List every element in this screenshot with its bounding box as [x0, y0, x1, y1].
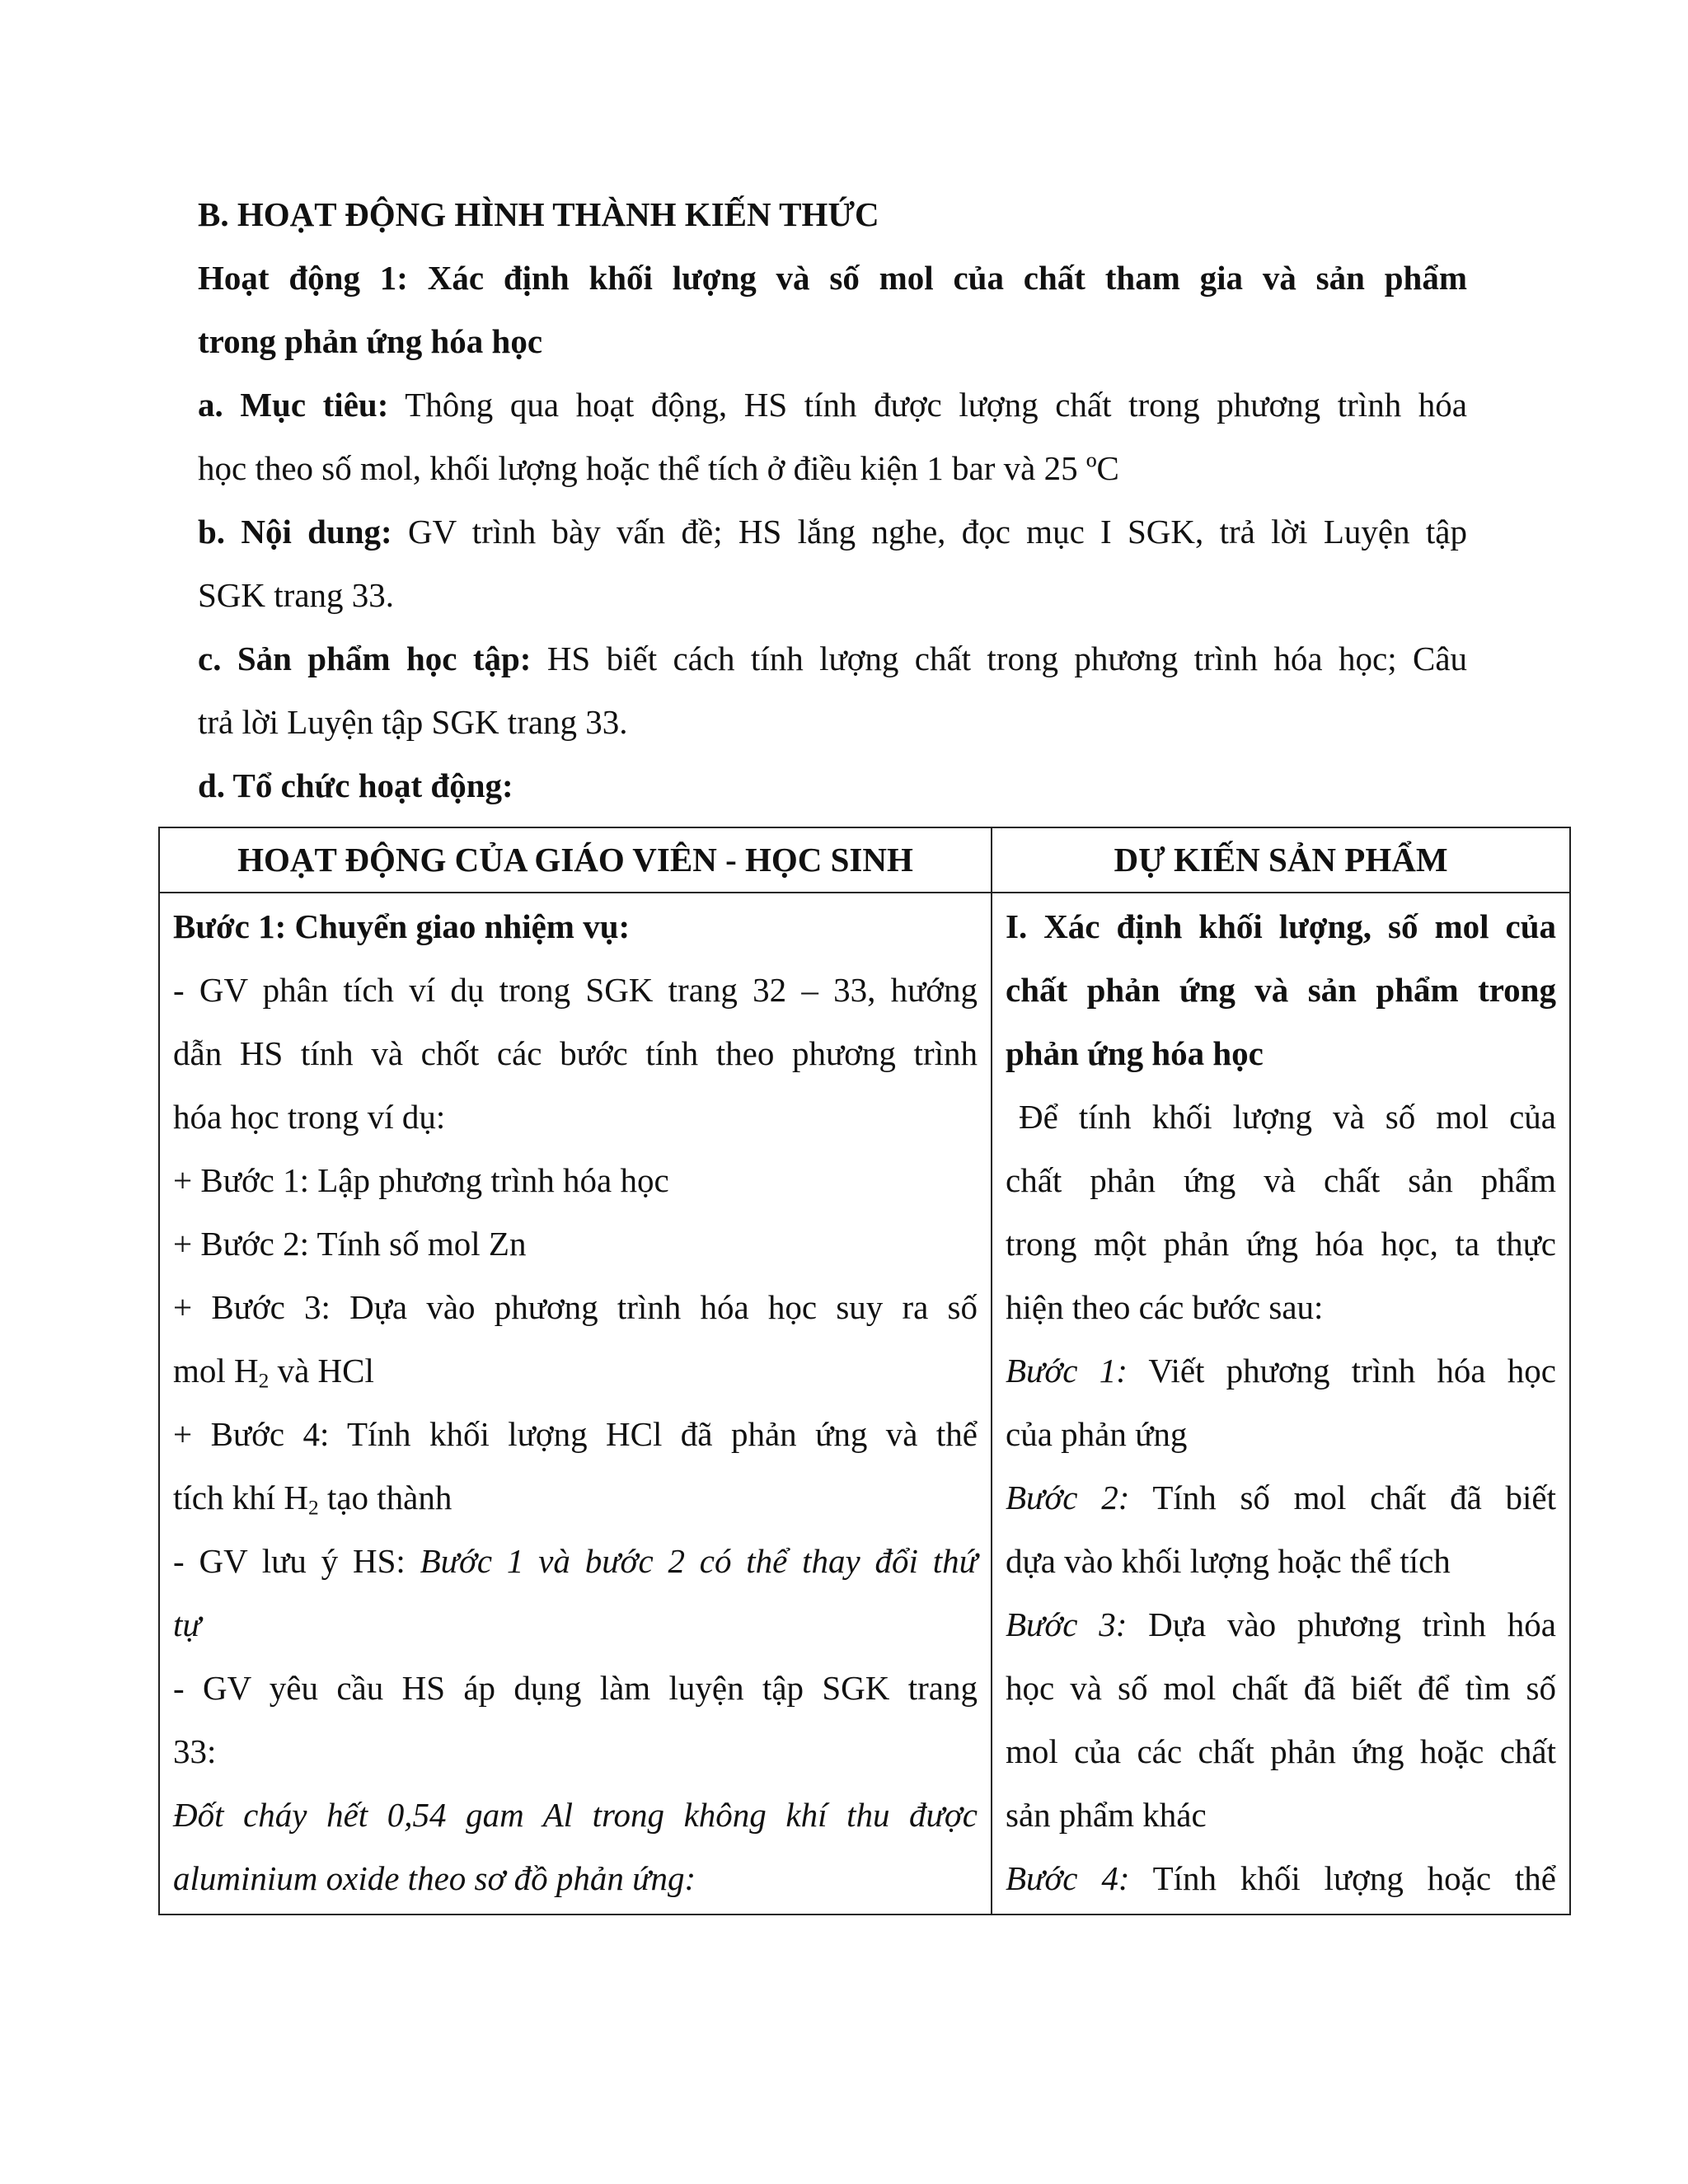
right-line: học và số mol chất đã biết để tìm số: [1006, 1669, 1556, 1707]
product-paragraph: c. Sản phẩm học tập: HS biết cách tính lượng chất trong phương trình hóa học; Câu: [198, 640, 1468, 677]
section-i-heading-cont: chất phản ứng và sản phẩm trong: [1006, 971, 1556, 1009]
teacher-student-cell: [159, 893, 992, 1915]
header-expected-product: DỰ KIẾN SẢN PHẨM: [992, 827, 1570, 893]
left-line: tự: [173, 1605, 201, 1643]
right-line: chất phản ứng và chất sản phẩm: [1006, 1161, 1556, 1199]
right-line: mol của các chất phản ứng hoặc chất: [1006, 1732, 1556, 1770]
left-line: + Bước 1: Lập phương trình hóa học: [173, 1161, 669, 1199]
left-line: 33:: [173, 1732, 217, 1770]
objective-paragraph-cont: học theo số mol, khối lượng hoặc thể tích ở điều kiện 1 bar và 25 ºC: [198, 449, 1119, 487]
left-line: + Bước 2: Tính số mol Zn: [173, 1225, 527, 1263]
left-line: dẫn HS tính và chốt các bước tính theo phương trình: [173, 1034, 978, 1072]
left-line: mol $H_2$ và HCl: [173, 1352, 374, 1393]
organization-heading: d. Tổ chức hoạt động:: [198, 766, 513, 804]
left-line: - GV lưu ý HS: Bước 1 và bước 2 có thể thay đổi thứ: [173, 1542, 978, 1580]
table-row: [159, 893, 1570, 1915]
left-line: Đốt cháy hết 0,54 gam Al trong không khí thu được: [173, 1796, 978, 1834]
content-paragraph: b. Nội dung: GV trình bày vấn đề; HS lắng nghe, đọc mục I SGK, trả lời Luyện tập: [198, 513, 1467, 551]
content-label: b. Nội dung:: [198, 513, 392, 551]
objective-paragraph: a. Mục tiêu: Thông qua hoạt động, HS tính được lượng chất trong phương trình hóa: [198, 386, 1467, 424]
step1-title: Bước 1: Chuyển giao nhiệm vụ:: [173, 907, 631, 945]
step-1-line: Bước 1: Viết phương trình hóa học: [1006, 1352, 1557, 1390]
left-line: aluminium oxide theo sơ đồ phản ứng:: [173, 1859, 696, 1897]
left-line: - GV yêu cầu HS áp dụng làm luyện tập SGK trang: [173, 1669, 978, 1707]
product-paragraph-cont: trả lời Luyện tập SGK trang 33.: [198, 703, 628, 741]
left-line: hóa học trong ví dụ:: [173, 1098, 446, 1136]
left-line: + Bước 3: Dựa vào phương trình hóa học suy ra số: [173, 1288, 978, 1326]
right-line: hiện theo các bước sau:: [1006, 1288, 1324, 1326]
left-line: - GV phân tích ví dụ trong SGK trang 32 – 33, hướng: [173, 971, 978, 1009]
header-teacher-student: HOẠT ĐỘNG CỦA GIÁO VIÊN - HỌC SINH: [159, 827, 992, 893]
left-line: tích khí $H_2$ tạo thành: [173, 1479, 452, 1520]
objective-label: a. Mục tiêu:: [198, 386, 389, 424]
section-i-heading: I. Xác định khối lượng, số mol của: [1006, 907, 1556, 945]
right-line: dựa vào khối lượng hoặc thể tích: [1006, 1542, 1451, 1580]
step-4-line: Bước 4: Tính khối lượng hoặc thể: [1006, 1859, 1557, 1897]
expected-product-cell: [992, 893, 1570, 1915]
step-3-line: Bước 3: Dựa vào phương trình hóa: [1006, 1605, 1556, 1643]
document-body: [198, 183, 1467, 818]
step-2-line: Bước 2: Tính số mol chất đã biết: [1006, 1479, 1557, 1516]
activity-title-cont: trong phản ứng hóa học: [198, 322, 543, 360]
right-line: của phản ứng: [1006, 1415, 1188, 1453]
left-line: + Bước 4: Tính khối lượng HCl đã phản ứng và thể: [173, 1415, 978, 1453]
product-label: c. Sản phẩm học tập:: [198, 640, 532, 677]
activity-table: [158, 827, 1571, 1915]
right-line: Để tính khối lượng và số mol của: [1019, 1098, 1556, 1136]
content-paragraph-cont: SGK trang 33.: [198, 576, 395, 614]
section-heading: B. HOẠT ĐỘNG HÌNH THÀNH KIẾN THỨC: [198, 195, 879, 233]
right-line: sản phẩm khác: [1006, 1796, 1207, 1834]
table-header-row: [159, 827, 1570, 893]
section-i-heading-cont: phản ứng hóa học: [1006, 1034, 1264, 1072]
right-line: trong một phản ứng hóa học, ta thực: [1006, 1225, 1556, 1263]
activity-title: Hoạt động 1: Xác định khối lượng và số mol của chất tham gia và sản phẩm: [198, 259, 1467, 297]
